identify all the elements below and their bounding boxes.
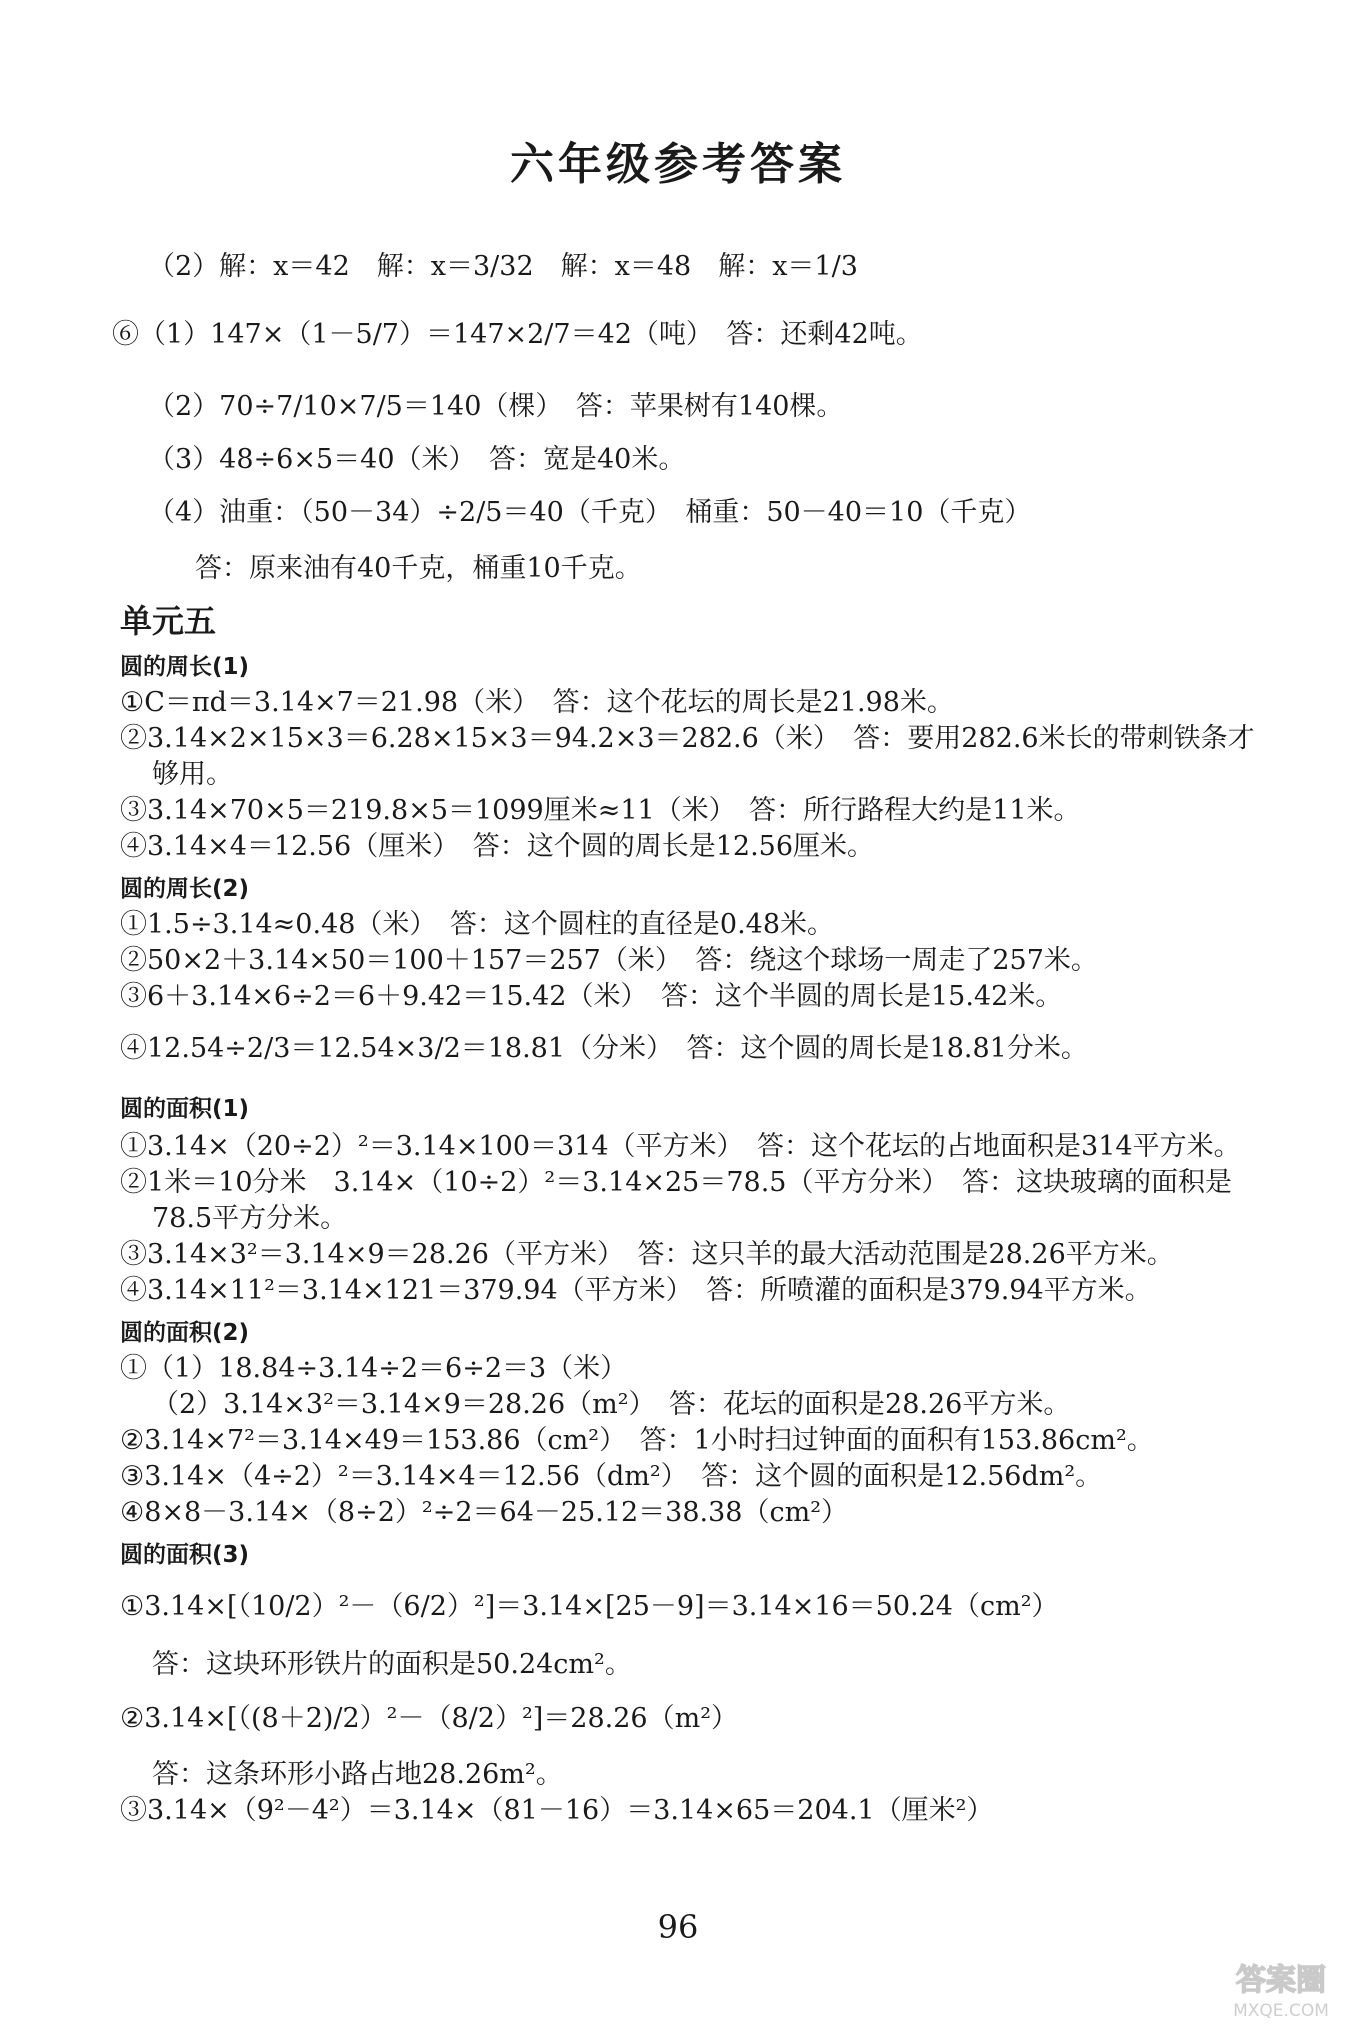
answer-line: ③6＋3.14×6÷2＝6＋9.42＝15.42（米） 答：这个半圆的周长是15.42米。	[120, 981, 1063, 1012]
answer-line: ①1.5÷3.14≈0.48（米） 答：这个圆柱的直径是0.48米。	[120, 909, 835, 940]
answer-line: 78.5平方分米。	[152, 1203, 348, 1234]
section-title: 圆的周长(2)	[120, 876, 250, 902]
page-title: 六年级参考答案	[510, 139, 846, 190]
watermark-text-url: MXQE.COM	[1233, 2001, 1329, 2021]
section-title: 圆的面积(3)	[120, 1542, 250, 1568]
answer-line: ①（1）18.84÷3.14÷2＝6÷2＝3（米）	[120, 1353, 628, 1384]
answer-line: ⑥（1）147×（1－5/7）＝147×2/7＝42（吨） 答：还剩42吨。	[112, 319, 923, 350]
answer-line: ④12.54÷2/3＝12.54×3/2＝18.81（分米） 答：这个圆的周长是18.81分米。	[120, 1033, 1088, 1064]
section-title: 圆的周长(1)	[120, 654, 250, 680]
answer-line: ①3.14×（20÷2）²＝3.14×100＝314（平方米） 答：这个花坛的占地面积是314平方米。	[120, 1131, 1241, 1162]
answer-line: ②1米＝10分米 3.14×（10÷2）²＝3.14×25＝78.5（平方分米） 答：这块玻璃的面积是	[120, 1167, 1232, 1198]
answer-line: ④8×8－3.14×（8÷2）²÷2＝64－25.12＝38.38（cm²）	[120, 1497, 849, 1528]
answer-line: （2）解：x＝42 解：x＝3/32 解：x＝48 解：x＝1/3	[148, 251, 858, 282]
answer-line: ①C＝πd＝3.14×7＝21.98（米） 答：这个花坛的周长是21.98米。	[120, 687, 954, 718]
answer-line: ①3.14×[（10/2）²－（6/2）²]＝3.14×[25－9]＝3.14×16＝50.24（cm²）	[120, 1591, 1059, 1622]
answer-line: ③3.14×（9²－4²）＝3.14×（81－16）＝3.14×65＝204.1（厘米²）	[120, 1795, 994, 1826]
watermark-logo	[1216, 1956, 1346, 2022]
answer-line: ④3.14×11²＝3.14×121＝379.94（平方米） 答：所喷灌的面积是379.94平方米。	[120, 1275, 1152, 1306]
unit-title: 单元五	[120, 602, 217, 640]
answer-line: 答：这条环形小路占地28.26m²。	[152, 1759, 563, 1790]
section-title: 圆的面积(1)	[120, 1096, 250, 1122]
answer-line: （2）70÷7/10×7/5＝140（棵） 答：苹果树有140棵。	[148, 391, 844, 422]
answer-line: 答：原来油有40千克，桶重10千克。	[195, 553, 642, 584]
answer-line: ②3.14×[（(8＋2)/2）²－（8/2）²]＝28.26（m²）	[120, 1703, 739, 1734]
answer-line: ②3.14×2×15×3＝6.28×15×3＝94.2×3＝282.6（米） 答：要用282.6米长的带刺铁条才	[120, 723, 1255, 754]
answer-line: ③3.14×70×5＝219.8×5＝1099厘米≈11（米） 答：所行路程大约是11米。	[120, 795, 1081, 826]
answer-line: ③3.14×（4÷2）²＝3.14×4＝12.56（dm²） 答：这个圆的面积是12.56dm²。	[120, 1461, 1103, 1492]
page-number: 96	[657, 1908, 699, 1946]
answer-line: 答：这块环形铁片的面积是50.24cm²。	[152, 1649, 632, 1680]
watermark-text-cn: 答案圈	[1236, 1963, 1326, 1998]
section-title: 圆的面积(2)	[120, 1320, 250, 1346]
answer-line: 够用。	[152, 759, 233, 790]
answer-line: （2）3.14×3²＝3.14×9＝28.26（m²） 答：花坛的面积是28.26平方米。	[152, 1389, 1071, 1420]
answer-line: ④3.14×4＝12.56（厘米） 答：这个圆的周长是12.56厘米。	[120, 831, 875, 862]
answer-line: ②3.14×7²＝3.14×49＝153.86（cm²） 答：1小时扫过钟面的面积有153.86cm²。	[120, 1425, 1154, 1456]
answer-line: ③3.14×3²＝3.14×9＝28.26（平方米） 答：这只羊的最大活动范围是28.26平方米。	[120, 1239, 1174, 1270]
answer-line: ②50×2＋3.14×50＝100＋157＝257（米） 答：绕这个球场一周走了257米。	[120, 945, 1098, 976]
answer-line: （3）48÷6×5＝40（米） 答：宽是40米。	[148, 444, 686, 475]
answer-line: （4）油重：（50－34）÷2/5＝40（千克） 桶重：50－40＝10（千克）	[148, 497, 1032, 528]
